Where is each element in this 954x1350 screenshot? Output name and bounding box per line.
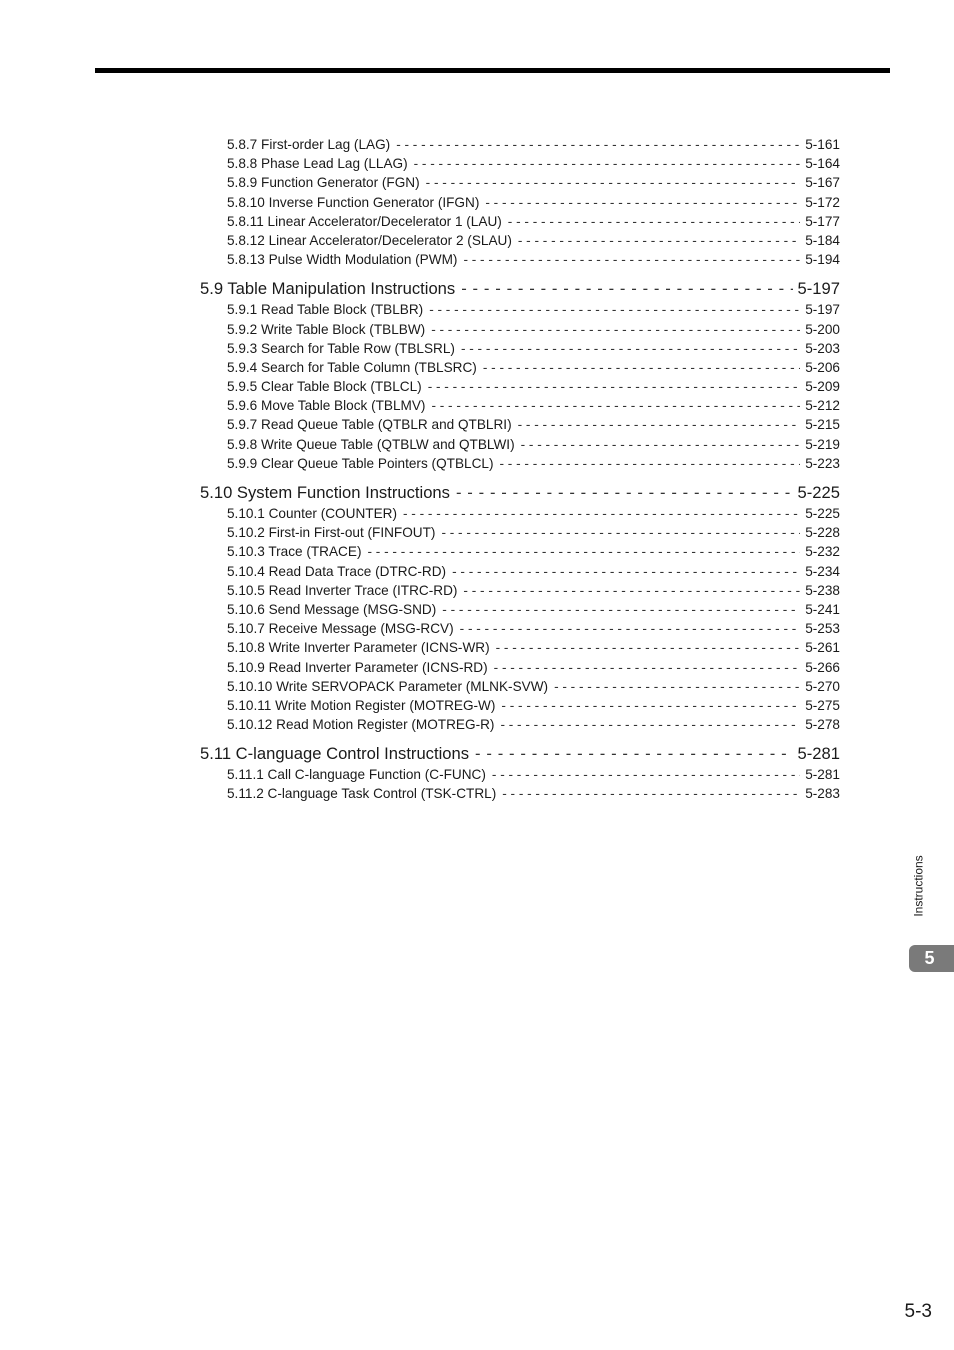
dot-leader: [461, 277, 792, 300]
toc-entry-title: 5.10.9 Read Inverter Parameter (ICNS-RD): [227, 659, 488, 675]
toc-entry-title: 5.11.2 C-language Task Control (TSK-CTRL): [227, 786, 497, 802]
toc-entry-title: 5.9.3 Search for Table Row (TBLSRL): [227, 340, 455, 356]
dot-leader: [441, 523, 800, 542]
toc-entry-page: 5-212: [805, 398, 840, 414]
dot-leader: [463, 250, 800, 269]
dot-leader: [428, 377, 801, 396]
toc-entry-title: 5.9.1 Read Table Block (TBLBR): [227, 302, 424, 318]
toc-entry-title: 5.10.5 Read Inverter Trace (ITRC-RD): [227, 582, 458, 598]
table-of-contents: [200, 135, 840, 804]
toc-entry-title: 5.11.1 Call C-language Function (C-FUNC): [227, 767, 486, 783]
toc-entry[interactable]: [200, 504, 840, 523]
toc-entry-title: 5.9.2 Write Table Block (TBLBW): [227, 321, 426, 337]
toc-entry[interactable]: [200, 358, 840, 377]
dot-leader: [494, 658, 801, 677]
toc-entry-page: 5-194: [805, 252, 840, 268]
chapter-side-label-text: Instructions: [912, 854, 927, 917]
toc-entry-page: 5-177: [805, 213, 840, 229]
toc-entry[interactable]: [200, 600, 840, 619]
toc-entry-title: 5.8.7 First-order Lag (LAG): [227, 137, 391, 152]
toc-entry[interactable]: [200, 435, 840, 454]
toc-section-heading[interactable]: [200, 481, 840, 504]
toc-section-heading-page: 5-281: [797, 744, 840, 764]
dot-leader: [431, 320, 800, 339]
toc-entry-page: 5-234: [805, 563, 840, 579]
toc-entry-page: 5-164: [805, 156, 840, 172]
toc-entry-title: 5.9.8 Write Queue Table (QTBLW and QTBLWI): [227, 436, 515, 452]
toc-entry-page: 5-283: [805, 786, 840, 802]
page-number: 5-3: [904, 1301, 932, 1322]
toc-entry-page: 5-241: [805, 601, 840, 617]
toc-entry-page: 5-238: [805, 582, 840, 598]
toc-section-heading-title: 5.9 Table Manipulation Instructions: [200, 279, 456, 299]
toc-entry-title: 5.10.4 Read Data Trace (DTRC-RD): [227, 563, 447, 579]
toc-entry-page: 5-203: [805, 340, 840, 356]
toc-entry-title: 5.9.9 Clear Queue Table Pointers (QTBLCL): [227, 455, 494, 471]
toc-entry[interactable]: [200, 715, 840, 734]
toc-entry-page: 5-200: [805, 321, 840, 337]
toc-entry-title: 5.10.3 Trace (TRACE): [227, 544, 362, 560]
dot-leader: [367, 542, 800, 561]
toc-section: [200, 277, 840, 473]
dot-leader: [508, 212, 800, 231]
toc-entry-page: 5-206: [805, 359, 840, 375]
toc-entry[interactable]: [200, 135, 840, 154]
toc-entry-title: 5.8.11 Linear Accelerator/Decelerator 1 (LAU): [227, 213, 502, 229]
toc-entry[interactable]: [200, 173, 840, 192]
toc-entry[interactable]: [200, 784, 840, 803]
toc-section: [200, 742, 840, 803]
dot-leader: [518, 231, 800, 250]
toc-section-heading[interactable]: [200, 277, 840, 300]
dot-leader: [502, 784, 800, 803]
dot-leader: [485, 193, 800, 212]
toc-entry[interactable]: [200, 658, 840, 677]
toc-entry[interactable]: [200, 415, 840, 434]
toc-entry[interactable]: [200, 523, 840, 542]
dot-leader: [501, 696, 800, 715]
toc-entry[interactable]: [200, 638, 840, 657]
dot-leader: [442, 600, 800, 619]
toc-entry[interactable]: [200, 339, 840, 358]
toc-entry[interactable]: [200, 250, 840, 269]
chapter-side-label: [909, 848, 929, 923]
toc-entry-title: 5.10.10 Write SERVOPACK Parameter (MLNK-SVW): [227, 678, 549, 694]
dot-leader: [496, 638, 801, 657]
toc-entry-page: 5-232: [805, 544, 840, 560]
dot-leader: [554, 677, 800, 696]
toc-section-heading-title: 5.11 C-language Control Instructions: [200, 744, 470, 764]
toc-section: [200, 135, 840, 269]
toc-entry[interactable]: [200, 542, 840, 561]
dot-leader: [431, 396, 800, 415]
toc-entry[interactable]: [200, 581, 840, 600]
toc-section-heading[interactable]: [200, 742, 840, 765]
toc-entry[interactable]: [200, 396, 840, 415]
toc-entry-page: 5-261: [805, 640, 840, 656]
toc-entry[interactable]: [200, 320, 840, 339]
toc-entry-page: 5-275: [805, 697, 840, 713]
toc-entry[interactable]: [200, 377, 840, 396]
dot-leader: [460, 619, 801, 638]
toc-entry-page: 5-228: [805, 525, 840, 541]
toc-entry-title: 5.9.4 Search for Table Column (TBLSRC): [227, 359, 477, 375]
dot-leader: [463, 581, 800, 600]
chapter-tab: 5: [909, 945, 954, 972]
toc-entry-title: 5.9.6 Move Table Block (TBLMV): [227, 398, 426, 414]
toc-entry-page: 5-281: [805, 767, 840, 783]
toc-entry[interactable]: [200, 231, 840, 250]
toc-entry-title: 5.10.7 Receive Message (MSG-RCV): [227, 621, 454, 637]
dot-leader: [461, 339, 800, 358]
dot-leader: [456, 481, 793, 504]
toc-entry[interactable]: [200, 677, 840, 696]
dot-leader: [396, 135, 800, 154]
dot-leader: [414, 154, 801, 173]
toc-entry-page: 5-225: [805, 506, 840, 521]
toc-entry-title: 5.10.8 Write Inverter Parameter (ICNS-WR): [227, 640, 490, 656]
toc-entry-page: 5-184: [805, 232, 840, 248]
header-rule: [95, 68, 890, 73]
toc-entry-title: 5.9.5 Clear Table Block (TBLCL): [227, 379, 422, 395]
toc-entry-page: 5-253: [805, 621, 840, 637]
dot-leader: [426, 173, 801, 192]
toc-entry-title: 5.10.2 First-in First-out (FINFOUT): [227, 525, 436, 541]
dot-leader: [518, 415, 801, 434]
toc-entry-page: 5-209: [805, 379, 840, 395]
toc-entry-page: 5-167: [805, 175, 840, 191]
dot-leader: [429, 300, 800, 319]
dot-leader: [483, 358, 800, 377]
toc-entry[interactable]: [200, 300, 840, 319]
toc-entry-page: 5-172: [805, 194, 840, 210]
toc-entry[interactable]: [200, 193, 840, 212]
dot-leader: [492, 765, 800, 784]
toc-entry-page: 5-270: [805, 678, 840, 694]
toc-entry[interactable]: [200, 619, 840, 638]
dot-leader: [500, 715, 800, 734]
toc-entry[interactable]: [200, 696, 840, 715]
toc-section-heading-page: 5-225: [797, 483, 840, 502]
dot-leader: [475, 742, 793, 765]
toc-entry-title: 5.8.12 Linear Accelerator/Decelerator 2 (SLAU): [227, 232, 512, 248]
toc-entry[interactable]: [200, 562, 840, 581]
toc-entry-page: 5-197: [805, 302, 840, 318]
toc-entry-title: 5.8.9 Function Generator (FGN): [227, 175, 420, 191]
toc-entry[interactable]: [200, 212, 840, 231]
toc-entry-page: 5-215: [805, 417, 840, 433]
toc-entry-page: 5-161: [805, 137, 840, 152]
toc-entry-title: 5.8.8 Phase Lead Lag (LLAG): [227, 156, 408, 172]
toc-section-heading-page: 5-197: [797, 279, 840, 299]
toc-entry-title: 5.9.7 Read Queue Table (QTBLR and QTBLRI): [227, 417, 512, 433]
toc-entry-title: 5.10.6 Send Message (MSG-SND): [227, 601, 437, 617]
toc-section-heading-title: 5.10 System Function Instructions: [200, 483, 450, 502]
toc-entry-title: 5.8.10 Inverse Function Generator (IFGN): [227, 194, 480, 210]
toc-entry-page: 5-266: [805, 659, 840, 675]
toc-entry-title: 5.8.13 Pulse Width Modulation (PWM): [227, 252, 458, 268]
toc-entry-title: 5.10.11 Write Motion Register (MOTREG-W): [227, 697, 496, 713]
dot-leader: [403, 504, 800, 523]
toc-entry-page: 5-278: [805, 717, 840, 733]
toc-entry-page: 5-219: [805, 436, 840, 452]
dot-leader: [521, 435, 801, 454]
toc-entry-page: 5-223: [805, 455, 840, 471]
toc-entry-title: 5.10.1 Counter (COUNTER): [227, 506, 397, 521]
dot-leader: [499, 454, 800, 473]
toc-entry-title: 5.10.12 Read Motion Register (MOTREG-R): [227, 717, 495, 733]
dot-leader: [452, 562, 800, 581]
toc-entry[interactable]: [200, 154, 840, 173]
toc-section: [200, 481, 840, 734]
toc-entry[interactable]: [200, 765, 840, 784]
toc-entry[interactable]: [200, 454, 840, 473]
